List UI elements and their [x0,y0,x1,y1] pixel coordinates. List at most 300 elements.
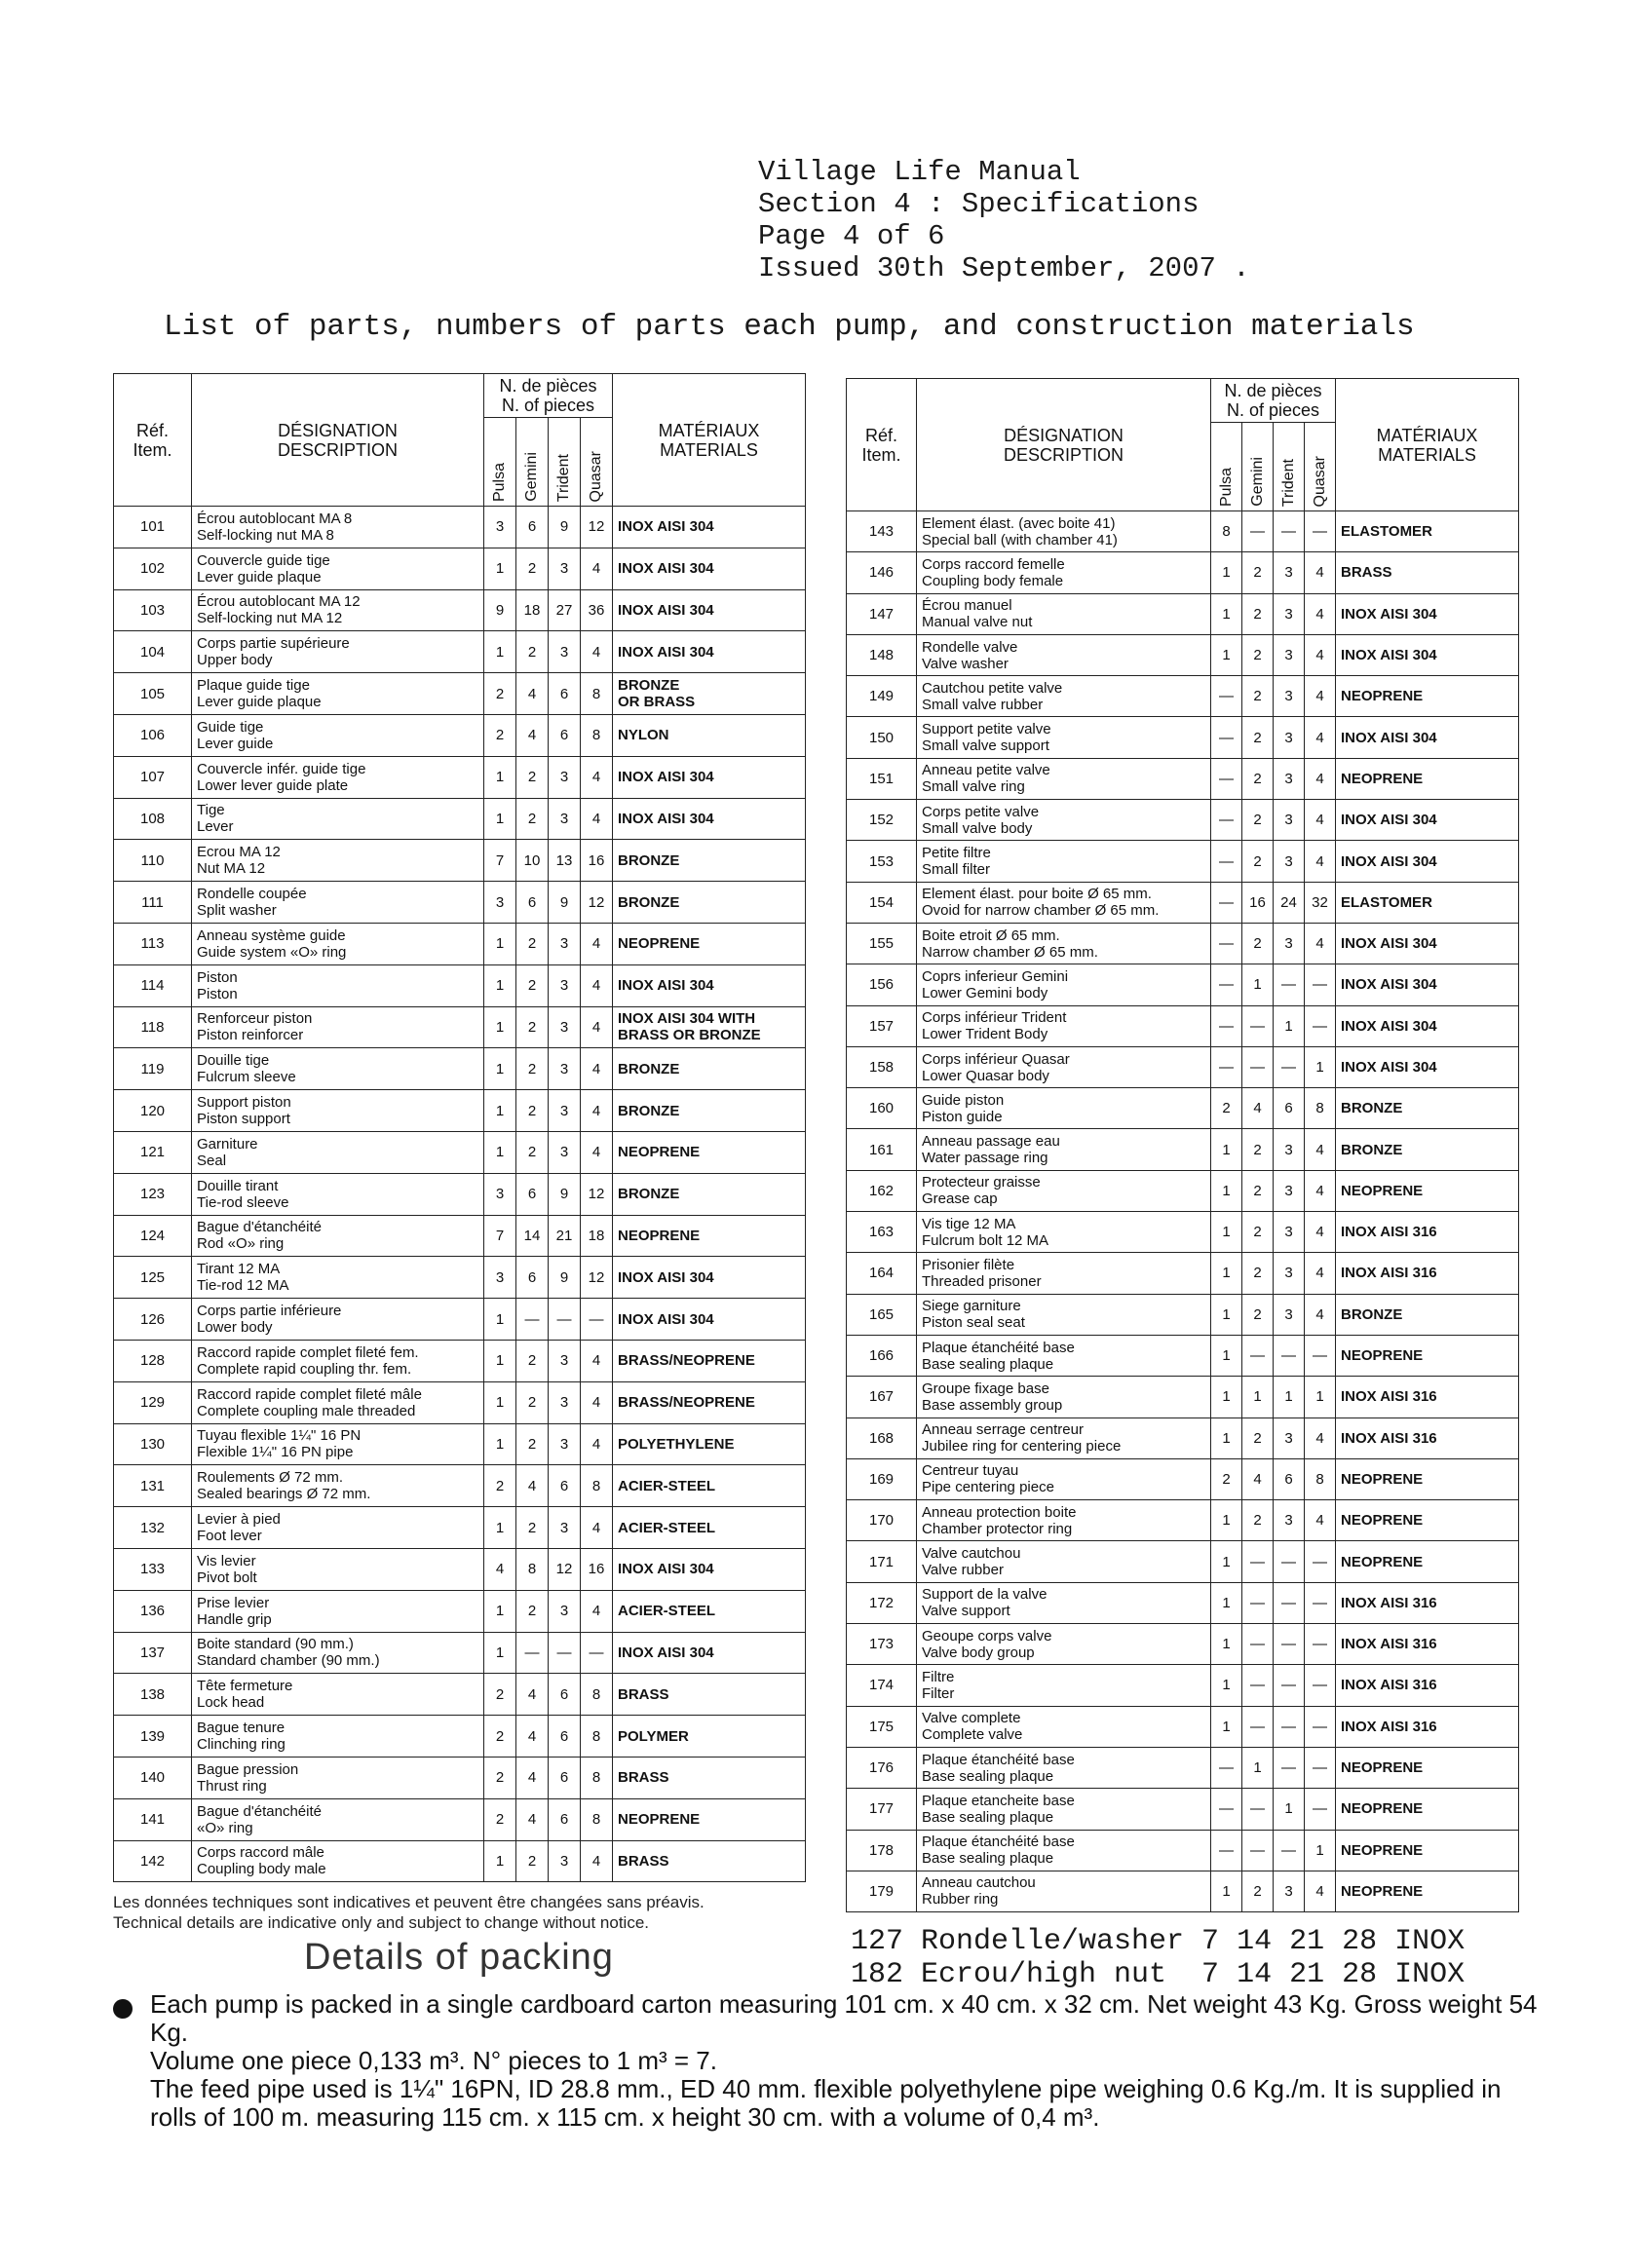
qty-value: — [1219,1841,1234,1859]
qty-value: 8 [591,1685,601,1703]
material-value: NEOPRENE [1341,1182,1424,1199]
qty-trident [549,1173,581,1215]
designation-en: Lever guide [197,735,274,752]
qty-value: 27 [555,601,573,619]
qty-value: 2 [527,1352,537,1370]
designation-cell [917,1789,1211,1830]
designation-en: Rod «O» ring [197,1235,285,1253]
material-cell [613,1507,806,1549]
qty-gemini [516,882,549,924]
ref-cell [847,1253,917,1294]
table-row [847,1377,1519,1418]
designation-fr: Corps inférieur Quasar [922,1050,1070,1068]
qty-value: — [1281,1759,1296,1777]
designation-en: Lever guide plaque [197,694,322,711]
designation-en: Tie-rod 12 MA [197,1277,289,1295]
qty-value: 1 [1222,1347,1231,1365]
pieces-header-en: N. of pieces [501,396,595,415]
qty-trident [549,1716,581,1758]
qty-gemini [516,1548,549,1590]
qty-value: 1 [1222,1224,1231,1241]
qty-pulsa [484,507,516,548]
qty-value: 2 [495,1477,505,1494]
materials-header [613,374,806,507]
qty-value: 6 [559,1811,569,1829]
qty-pulsa [484,798,516,840]
designation-fr: Douille tirant [197,1177,279,1194]
qty-quasar [1305,1005,1336,1046]
material-cell [1336,1253,1519,1294]
qty-quasar [1305,1377,1336,1418]
qty-value: 1 [495,1603,505,1620]
designation-cell [917,1830,1211,1871]
qty-value: — [1250,1059,1265,1076]
material-cell [613,1674,806,1716]
designation-cell [192,1632,484,1674]
qty-value: — [556,1644,572,1661]
qty-value: 4 [527,685,537,702]
material-cell [1336,1170,1519,1211]
qty-gemini [1242,1170,1274,1211]
material-cell [1336,841,1519,882]
material-cell [1336,1706,1519,1747]
parts-body-left [114,507,806,1882]
material-cell [1336,1005,1519,1046]
designation-fr: Valve complete [922,1710,1021,1727]
pieces-header-en: N. of pieces [1226,400,1320,420]
qty-value: 2 [1253,729,1262,746]
qty-value: 2 [1222,1100,1231,1117]
qty-gemini [1242,1046,1274,1087]
qty-trident [1274,882,1305,923]
qty-value: 2 [1253,564,1262,582]
ref-cell [114,1840,192,1882]
ref-number: 121 [139,1144,166,1161]
qty-pulsa [1211,1253,1242,1294]
ref-number: 114 [140,977,165,995]
designation-fr: Support piston [197,1094,291,1112]
table-row [847,1294,1519,1335]
qty-value: 1 [1222,1388,1231,1406]
designation-en: Filter [922,1684,955,1702]
qty-trident [549,589,581,631]
qty-gemini [516,964,549,1006]
designation-fr: Levier à pied [197,1511,281,1529]
designation-cell [192,882,484,924]
qty-pulsa [1211,1500,1242,1541]
qty-pulsa [484,548,516,589]
material-value: INOX AISI 304 [1341,1017,1437,1035]
qty-trident [1274,923,1305,964]
qty-pulsa [484,1131,516,1173]
qty-trident [549,1340,581,1381]
qty-trident [549,1381,581,1423]
qty-value: 1 [495,560,505,578]
designation-en: Threaded prisoner [922,1272,1042,1290]
qty-pulsa [484,631,516,673]
ref-cell [114,923,192,964]
qty-value: 36 [588,601,605,619]
parts-table-right [846,378,1519,1912]
designation-cell [917,1458,1211,1499]
qty-gemini [516,589,549,631]
qty-gemini [1242,634,1274,675]
qty-value: 6 [527,518,537,536]
material-value: INOX AISI 304 [618,643,714,661]
qty-gemini [1242,593,1274,634]
ref-number: 149 [868,688,895,705]
designation-en: Ovoid for narrow chamber Ø 65 mm. [922,902,1160,920]
qty-trident [1274,1129,1305,1170]
qty-value: — [1313,1800,1327,1818]
qty-trident [1274,1624,1305,1665]
qty-trident [549,798,581,840]
material-cell [613,1465,806,1507]
table-row [114,631,806,673]
table-row [114,1340,806,1381]
table-row [847,717,1519,758]
qty-trident [549,1090,581,1132]
ref-cell [847,593,917,634]
qty-value: 1 [1222,1182,1231,1199]
qty-value: 1 [1315,1059,1324,1076]
table-row [114,1507,806,1549]
designation-fr: Corps inférieur Trident [922,1009,1067,1027]
designation-cell [917,634,1211,675]
qty-quasar [581,673,613,715]
material-cell [613,923,806,964]
qty-pulsa [1211,634,1242,675]
material-value: BRONZE [618,677,680,695]
table-row [847,1046,1519,1087]
qty-pulsa [1211,882,1242,923]
material-cell [1336,800,1519,841]
table-row [847,1747,1519,1788]
material-cell [613,673,806,715]
table-row [114,1465,806,1507]
qty-gemini [516,1006,549,1048]
qty-quasar [581,1798,613,1840]
material-cell [1336,1500,1519,1541]
qty-trident [1274,717,1305,758]
ref-cell [114,507,192,548]
ref-number: 146 [868,564,895,582]
ref-number: 143 [868,523,895,541]
qty-quasar [581,1131,613,1173]
qty-value: 4 [1315,729,1324,746]
table-row [114,1674,806,1716]
qty-gemini [516,1215,549,1257]
qty-value: 1 [495,1144,505,1161]
ref-cell [114,1674,192,1716]
qty-value: 2 [495,1685,505,1703]
ref-cell [847,717,917,758]
qty-value: 4 [527,1477,537,1494]
qty-value: — [1313,523,1327,541]
ref-number: 103 [139,601,166,619]
qty-value: 2 [527,935,537,953]
designation-en: Chamber protector ring [922,1520,1073,1537]
designation-en: Lower body [197,1319,273,1337]
ref-number: 151 [868,770,895,787]
qty-trident [1274,1212,1305,1253]
material-cell [613,1381,806,1423]
ref-cell [847,1212,917,1253]
designation-en: Small valve ring [922,778,1025,796]
table-row [847,1418,1519,1458]
ref-number: 130 [139,1435,166,1453]
qty-quasar [1305,634,1336,675]
ref-cell [114,1423,192,1465]
material-cell [613,548,806,589]
material-cell [613,1423,806,1465]
material-cell [613,1716,806,1758]
qty-quasar [1305,1706,1336,1747]
qty-gemini [516,1381,549,1423]
material-cell [613,1798,806,1840]
designation-fr: Valve cautchou [922,1545,1021,1563]
ref-cell [847,1871,917,1911]
table-row [847,552,1519,593]
table-row [847,1789,1519,1830]
material-cell [1336,676,1519,717]
table-row [847,1582,1519,1623]
material-value: INOX AISI 304 [618,977,714,995]
qty-value: 4 [591,935,601,953]
designation-cell [192,1757,484,1798]
designation-cell [192,1590,484,1632]
material-cell [613,756,806,798]
qty-pulsa [484,1423,516,1465]
ref-cell [847,1830,917,1871]
qty-value: 1 [495,1102,505,1119]
pieces-header-fr: N. de pièces [499,376,597,396]
qty-value: 2 [527,977,537,995]
qty-value: — [524,1644,540,1661]
qty-value: 4 [591,1102,601,1119]
pieces-header [1211,379,1336,423]
material-value: INOX AISI 316 [1341,1594,1437,1611]
material-value: ELASTOMER [1341,893,1432,911]
ref-number: 136 [139,1603,166,1620]
qty-quasar [1305,1170,1336,1211]
pump-header-trident [1274,423,1305,511]
qty-pulsa [1211,511,1242,552]
qty-value: — [1250,1841,1265,1859]
designation-fr: Anneau petite valve [922,762,1050,779]
material-value: BRONZE [618,893,680,911]
qty-pulsa [1211,1294,1242,1335]
technical-notes [113,1892,705,1933]
table-row [114,840,806,882]
designation-en: «O» ring [197,1819,253,1836]
material-value: BRASS [618,1685,669,1703]
qty-value: 6 [527,893,537,911]
ref-cell [847,964,917,1005]
table-row [847,1253,1519,1294]
designation-fr: Couvercle guide tige [197,551,330,569]
designation-cell [917,1582,1211,1623]
designation-cell [917,800,1211,841]
packing-details [150,1990,1543,2132]
table-row [114,1090,806,1132]
material-value: INOX AISI 304 [1341,976,1437,994]
qty-value: 4 [1315,1182,1324,1199]
qty-value: 4 [591,1394,601,1412]
ref-cell [847,1005,917,1046]
material-value: ACIER-STEEL [618,1519,716,1536]
designation-cell [917,1377,1211,1418]
designation-header-fr: DÉSIGNATION [1004,425,1124,445]
table-row [847,923,1519,964]
material-cell [613,1340,806,1381]
qty-value: 1 [1222,1141,1231,1158]
material-value: INOX AISI 316 [1341,1265,1437,1282]
material-value: BRASS [618,1852,669,1870]
qty-quasar [581,1381,613,1423]
table-row [847,841,1519,882]
qty-quasar [581,1674,613,1716]
pump-header-gemini [1242,423,1274,511]
qty-gemini [516,1798,549,1840]
qty-quasar [1305,1253,1336,1294]
qty-value: 2 [527,769,537,786]
material-value: INOX AISI 316 [1341,1388,1437,1406]
designation-cell [917,841,1211,882]
ref-cell [847,1582,917,1623]
qty-value: 2 [1253,852,1262,870]
qty-value: — [1313,1553,1327,1570]
qty-quasar [1305,800,1336,841]
qty-value: 10 [523,851,541,869]
qty-value: — [1219,1759,1234,1777]
ref-cell [847,511,917,552]
qty-quasar [1305,841,1336,882]
qty-value: 4 [1315,1882,1324,1900]
qty-pulsa [1211,841,1242,882]
qty-quasar [581,1716,613,1758]
qty-trident [549,1048,581,1090]
qty-value: 1 [1222,1305,1231,1323]
material-value: INOX AISI 304 [618,769,714,786]
qty-quasar [1305,1294,1336,1335]
qty-gemini [1242,1582,1274,1623]
material-value: INOX AISI 304 [1341,852,1437,870]
ref-header [114,374,192,507]
designation-fr: Garniture [197,1135,258,1153]
designation-fr: Corps petite valve [922,803,1040,820]
table-row [114,923,806,964]
ref-cell [114,1048,192,1090]
designation-cell [192,798,484,840]
ref-cell [114,1716,192,1758]
ref-cell [114,1257,192,1299]
designation-en: Standard chamber (90 mm.) [197,1652,380,1670]
ref-number: 166 [868,1347,895,1365]
qty-gemini [516,1840,549,1882]
ref-number: 163 [868,1224,895,1241]
ref-cell [847,1789,917,1830]
material-cell [613,882,806,924]
designation-en: Base sealing plaque [922,1808,1054,1826]
qty-quasar [581,882,613,924]
qty-value: 1 [1222,1882,1231,1900]
designation-en: Piston [197,985,238,1002]
qty-pulsa [1211,1005,1242,1046]
designation-cell [192,1257,484,1299]
qty-value: — [1219,688,1234,705]
qty-trident [1274,1706,1305,1747]
qty-quasar [581,548,613,589]
qty-value: 4 [591,1435,601,1453]
ref-number: 148 [868,647,895,664]
qty-trident [549,1548,581,1590]
qty-value: 2 [1253,605,1262,623]
qty-trident [549,1257,581,1299]
qty-quasar [1305,1500,1336,1541]
material-value: ELASTOMER [1341,523,1432,541]
qty-quasar [581,1840,613,1882]
material-value: BRONZE [1341,1141,1403,1158]
qty-pulsa [1211,1541,1242,1582]
designation-cell [192,507,484,548]
qty-value: 12 [555,1561,573,1578]
table-row [847,1088,1519,1129]
qty-value: — [1281,976,1296,994]
qty-quasar [1305,1789,1336,1830]
qty-pulsa [1211,1335,1242,1376]
qty-trident [549,507,581,548]
qty-pulsa [484,923,516,964]
qty-value: 16 [588,851,605,869]
qty-value: — [1313,1347,1327,1365]
designation-fr: Couvercle infér. guide tige [197,760,366,777]
ref-number: 119 [140,1060,165,1077]
qty-gemini [1242,1541,1274,1582]
ref-number: 108 [139,810,166,827]
designation-cell [192,1340,484,1381]
designation-fr: Anneau cautchou [922,1874,1036,1892]
ref-number: 113 [140,935,165,953]
material-value: BRONZE [1341,1100,1403,1117]
material-value: NEOPRENE [1341,1470,1424,1488]
extra-part-182: 182 Ecrou/high nut 7 14 21 28 INOX [851,1958,1466,1991]
packing-carton: Each pump is packed in a single cardboard carton measuring 101 cm. x 40 cm. x 32 cm. Net weight 43 Kg. Gross weight 54 Kg. [150,1989,1538,2047]
qty-trident [549,1798,581,1840]
qty-value: 32 [1312,893,1328,911]
material-cell [1336,1624,1519,1665]
qty-trident [1274,634,1305,675]
qty-value: — [1250,1553,1265,1570]
qty-trident [549,923,581,964]
qty-value: 2 [527,1435,537,1453]
ref-number: 179 [868,1882,895,1900]
pump-label-trident: Trident [555,453,572,502]
qty-value: 3 [559,1018,569,1036]
table-row [847,634,1519,675]
qty-pulsa [1211,1747,1242,1788]
material-value: NEOPRENE [1341,688,1424,705]
ref-header-fr: Réf. [864,425,897,445]
ref-number: 161 [868,1141,895,1158]
ref-cell [114,1757,192,1798]
qty-trident [1274,676,1305,717]
qty-value: 2 [495,1811,505,1829]
ref-number: 110 [140,851,165,869]
qty-pulsa [1211,1458,1242,1499]
qty-value: — [1281,1718,1296,1735]
ref-cell [847,634,917,675]
